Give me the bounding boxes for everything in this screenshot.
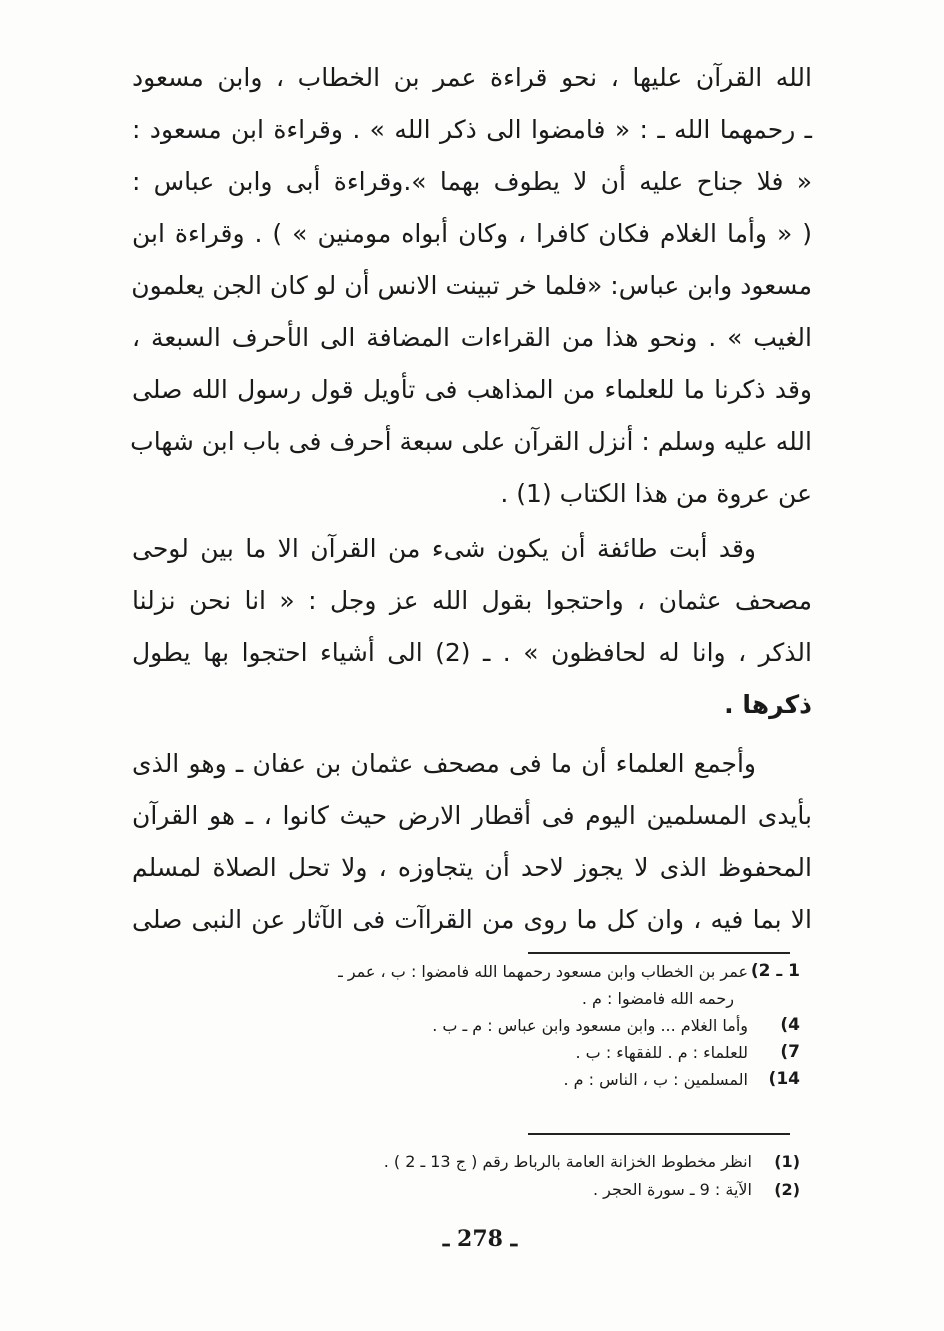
footnote-text: الآية : 9 ـ سورة الحجر . (592, 1180, 752, 1199)
variant-text: وأما الغلام ... وابن مسعود وابن عباس : م ـ ب . (432, 1016, 748, 1035)
variant-row (140, 1012, 800, 1039)
body-paragraph-1 (132, 52, 812, 520)
text-line: ذكرها . (724, 690, 812, 719)
text-line: مصحف عثمان ، واحتجوا بقول الله عز وجل : « انا نحن نزلنا (132, 586, 812, 615)
body-paragraph-3 (132, 738, 812, 946)
variants-divider (528, 952, 790, 954)
footnote-number: (1) (774, 1152, 800, 1171)
text-line: الغيب » . ونحو هذا من القراءات المضافة الى الأحرف السبعة ، (132, 323, 812, 352)
footnote-number: (2) (774, 1180, 800, 1199)
variant-text: المسلمين : ب ، الناس : م . (563, 1070, 748, 1089)
footnotes (200, 1148, 800, 1204)
text-line: وقد أبت طائفة أن يكون شىء من القرآن الا ما بين لوحى (132, 534, 756, 563)
text-line: الله القرآن عليها ، نحو قراءة عمر بن الخطاب ، وابن مسعود (132, 63, 812, 92)
variant-row (140, 985, 800, 1012)
page-number: ـ 278 ـ (442, 1226, 518, 1252)
text-line: « فلا جناح عليه أن لا يطوف بهما ».وقراءة أبى وابن عباس : (132, 167, 812, 196)
text-line: مسعود وابن عباس: «فلما خر تبينت الانس أن لو كان الجن يعلمون (131, 271, 812, 300)
variant-text: رحمه الله فامضوا : م . (581, 989, 734, 1008)
variant-row (140, 1066, 800, 1093)
variant-line-ref: 7) (780, 1042, 800, 1062)
footnote-text: انظر مخطوط الخزانة العامة بالرباط رقم ( ج 13 ـ 2 ) . (383, 1152, 752, 1171)
text-line: ( « وأما الغلام فكان كافرا ، وكان أبواه مومنين » ) . وقراءة ابن (132, 219, 812, 248)
variant-line-ref (748, 985, 800, 1012)
variant-line-ref: 4) (780, 1015, 800, 1035)
text-line: وأجمع العلماء أن ما فى مصحف عثمان بن عفان ـ وهو الذى (132, 749, 756, 778)
footnote (200, 1148, 800, 1176)
variant-row (140, 958, 800, 985)
text-line: ـ رحمهما الله ـ : « فامضوا الى ذكر الله » . وقراءة ابن مسعود : (132, 115, 812, 144)
variant-text: عمر بن الخطاب وابن مسعود رحمهما الله فامضوا : ب ، عمر ـ (338, 962, 748, 981)
text-line: وقد ذكرنا ما للعلماء من المذاهب فى تأويل قول رسول الله صلى (132, 375, 812, 404)
variant-line-ref: 14) (768, 1069, 800, 1089)
variant-row (140, 1039, 800, 1066)
text-line: الا بما فيه ، وان كل ما روى من القراآت فى الآثار عن النبى صلى (132, 905, 812, 934)
variant-line-ref: 1 ـ 2) (750, 961, 800, 981)
textual-variants (140, 958, 800, 1093)
variant-text: للعلماء : م . للفقهاء : ب . (575, 1043, 748, 1062)
text-line: عن عروة من هذا الكتاب (1) . (500, 479, 812, 508)
text-line: الذكر ، وانا له لحافظون » . ـ (2) الى أشياء احتجوا بها يطول (132, 638, 812, 667)
body-paragraph-2 (132, 523, 812, 731)
text-line: بأيدى المسلمين اليوم فى أقطار الارض حيث كانوا ، ـ هو القرآن (132, 801, 812, 830)
text-line: المحفوظ الذى لا يجوز لاحد أن يتجاوزه ، ولا تحل الصلاة لمسلم (132, 853, 812, 882)
footnote (200, 1176, 800, 1204)
footnotes-divider (528, 1133, 790, 1135)
text-line: الله عليه وسلم : أنزل القرآن على سبعة أحرف فى باب ابن شهاب (130, 427, 812, 456)
